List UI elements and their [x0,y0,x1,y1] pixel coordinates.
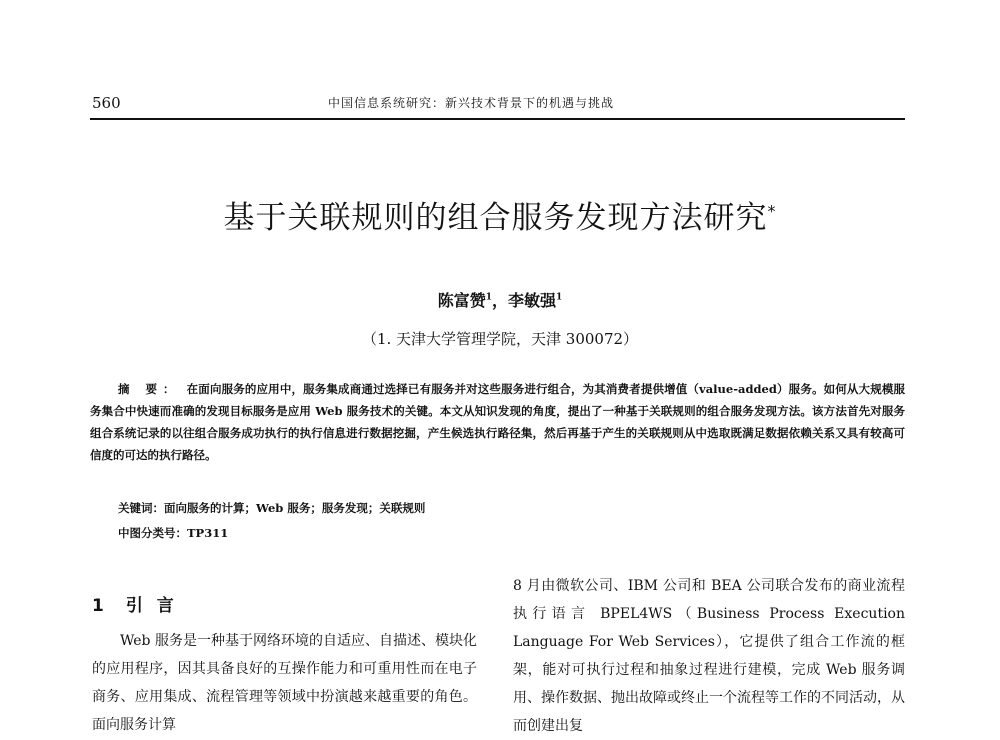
keywords-text: 面向服务的计算；Web 服务；服务发现；关联规则 [164,501,426,515]
body-paragraph: 8 月由微软公司、IBM 公司和 BEA 公司联合发布的商业流程执行语言 BPEL4WS（Business Process Execution Language For Web Services），它提供了组合工作流的框架，能对可执行过程和抽象过程进行建模，完成 Web 服务调用、操作数据、抛出故障或终止一个流程等工作的不同活动，从而创建出复 [513,578,905,734]
section-heading [92,591,178,616]
body-left-column [92,627,477,739]
author-name: 李敏强 [508,291,557,310]
affiliation: （1. 天津大学管理学院，天津 300072） [361,330,639,348]
author-list [0,288,1000,311]
abstract-text: 在面向服务的应用中，服务集成商通过选择已有服务并对这些服务进行组合，为其消费者提供增值（value-added）服务。如何从大规模服务集合中快速而准确的发现目标服务是应用 Web 服务技术的关键。本文从知识发现的角度，提出了一种基于关联规则的组合服务发现方法。该方法首先对服务组合系统记录的以往组合服务成功执行的执行信息进行数据挖掘，产生候选执行路径集，然后再基于产生的关联规则从中选取既满足数据依赖关系又具有较高可信度的可达的执行路径。 [90,382,905,462]
title-footnote-mark: * [767,201,777,221]
keywords-line [118,500,425,516]
clc-value: TP311 [187,526,229,540]
clc-line [118,525,228,541]
paper-title [0,192,1000,237]
header-rule [90,118,905,120]
keywords-label: 关键词： [118,501,164,515]
page-number: 560 [92,94,121,112]
running-title: 中国信息系统研究：新兴技术背景下的机遇与挑战 [328,96,615,110]
author-separator: ， [491,291,508,310]
section-title: 引 言 [125,596,178,616]
author-name: 陈富赞 [437,291,486,310]
body-right-column [513,572,905,740]
author-affiliation-mark: 1 [556,292,563,303]
abstract-label: 摘 要： [118,382,181,396]
author-affiliation-mark: 1 [485,292,492,303]
clc-label: 中图分类号： [118,526,187,540]
abstract [90,378,905,466]
paper-title-text: 基于关联规则的组合服务发现方法研究 [223,200,768,236]
section-number: 1 [92,596,108,616]
body-paragraph: Web 服务是一种基于网络环境的自适应、自描述、模块化的应用程序，因其具备良好的互操作能力和可重用性而在电子商务、应用集成、流程管理等领域中扮演越来越重要的角色。面向服务计算 [92,633,477,733]
